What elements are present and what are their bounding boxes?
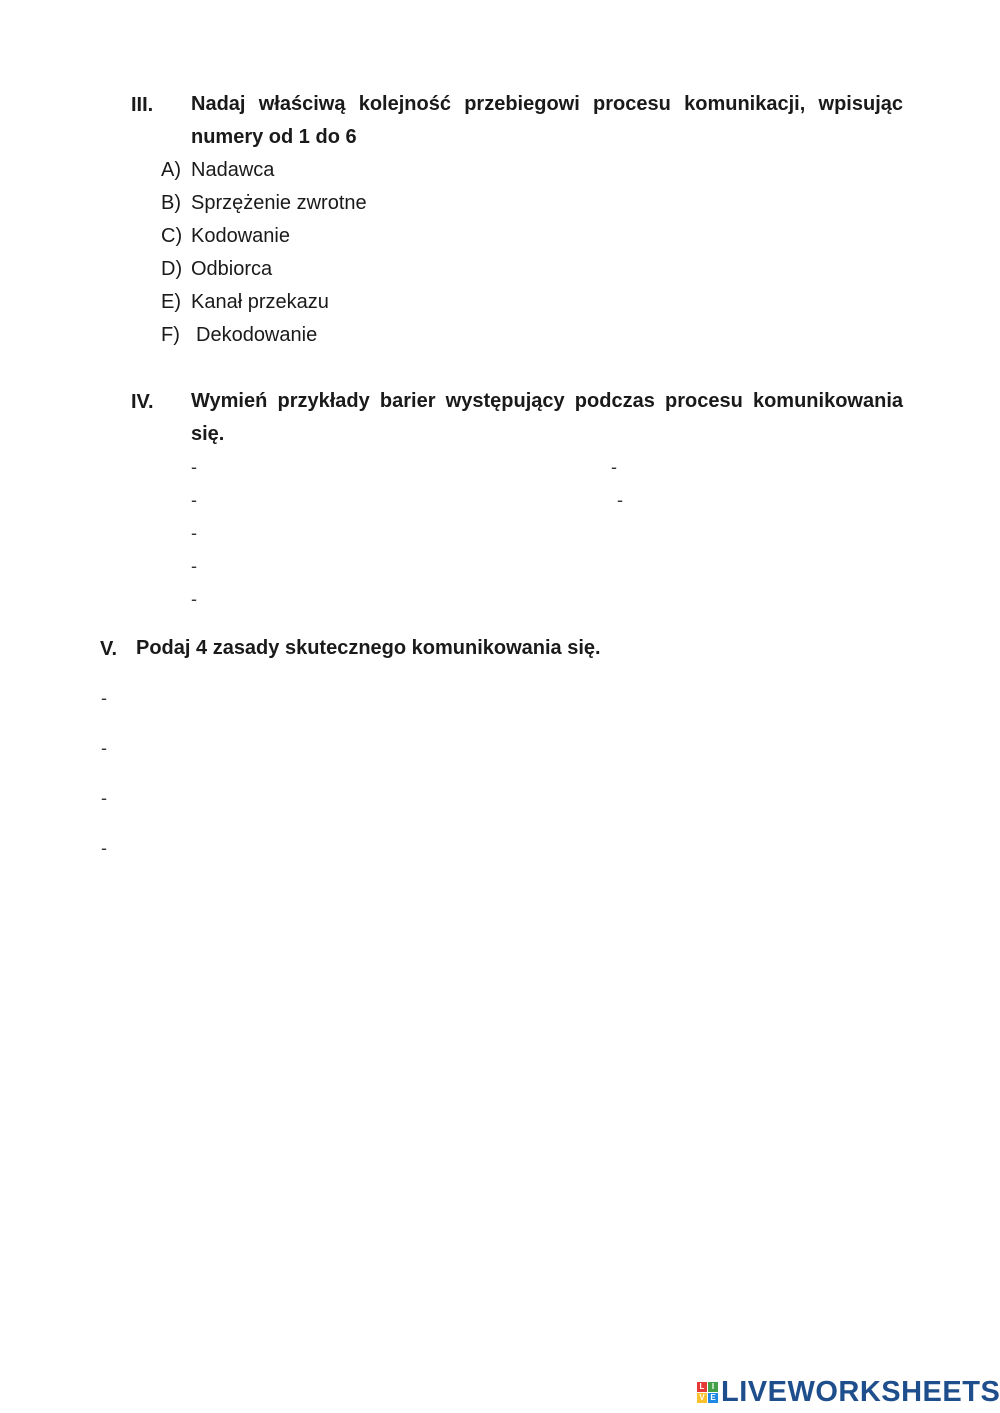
logo-icon-letter: L bbox=[697, 1382, 707, 1392]
logo-icon-letter: E bbox=[708, 1393, 718, 1403]
section-3-title-line1: Nadaj właściwą kolejność przebiegowi procesu komunikacji, wpisując bbox=[191, 93, 903, 115]
section-3-number: III. bbox=[131, 94, 154, 116]
answer-dash[interactable]: - bbox=[101, 738, 107, 758]
list-item-letter: B) bbox=[161, 192, 181, 214]
list-item-letter: C) bbox=[161, 225, 183, 247]
answer-dash[interactable]: - bbox=[191, 589, 197, 609]
list-item-text: Kodowanie bbox=[191, 225, 290, 247]
list-item-letter: A) bbox=[161, 159, 181, 181]
answer-dash[interactable]: - bbox=[611, 457, 617, 477]
list-item-text: Nadawca bbox=[191, 159, 275, 181]
logo-icon-letter: V bbox=[697, 1393, 707, 1403]
answer-dash[interactable]: - bbox=[191, 457, 197, 477]
section-5-number: V. bbox=[100, 638, 118, 660]
answer-dash[interactable]: - bbox=[101, 788, 107, 808]
logo-icon-letter: I bbox=[708, 1382, 718, 1392]
section-4-number: IV. bbox=[131, 391, 154, 413]
section-5-title: Podaj 4 zasady skutecznego komunikowania się. bbox=[136, 637, 601, 659]
liveworksheets-logo bbox=[697, 1376, 1000, 1409]
answer-dash[interactable]: - bbox=[101, 688, 107, 708]
section-4-title-line2: się. bbox=[191, 423, 225, 445]
answer-dash[interactable]: - bbox=[101, 838, 107, 858]
logo-text: LIVEWORKSHEETS bbox=[721, 1376, 1000, 1408]
list-item-text: Dekodowanie bbox=[196, 324, 318, 346]
section-4-title-line1: Wymień przykłady barier występujący podczas procesu komunikowania bbox=[191, 390, 903, 412]
list-item-letter: F) bbox=[161, 324, 180, 346]
logo-icon bbox=[697, 1382, 718, 1403]
list-item-text: Kanał przekazu bbox=[191, 291, 329, 313]
list-item-text: Sprzężenie zwrotne bbox=[191, 192, 367, 214]
list-item-letter: D) bbox=[161, 258, 183, 280]
list-item-text: Odbiorca bbox=[191, 258, 273, 280]
answer-dash[interactable]: - bbox=[191, 556, 197, 576]
list-item-letter: E) bbox=[161, 291, 181, 313]
answer-dash[interactable]: - bbox=[617, 490, 623, 510]
answer-dash[interactable]: - bbox=[191, 523, 197, 543]
answer-dash[interactable]: - bbox=[191, 490, 197, 510]
section-3-title-line2: numery od 1 do 6 bbox=[191, 126, 357, 148]
